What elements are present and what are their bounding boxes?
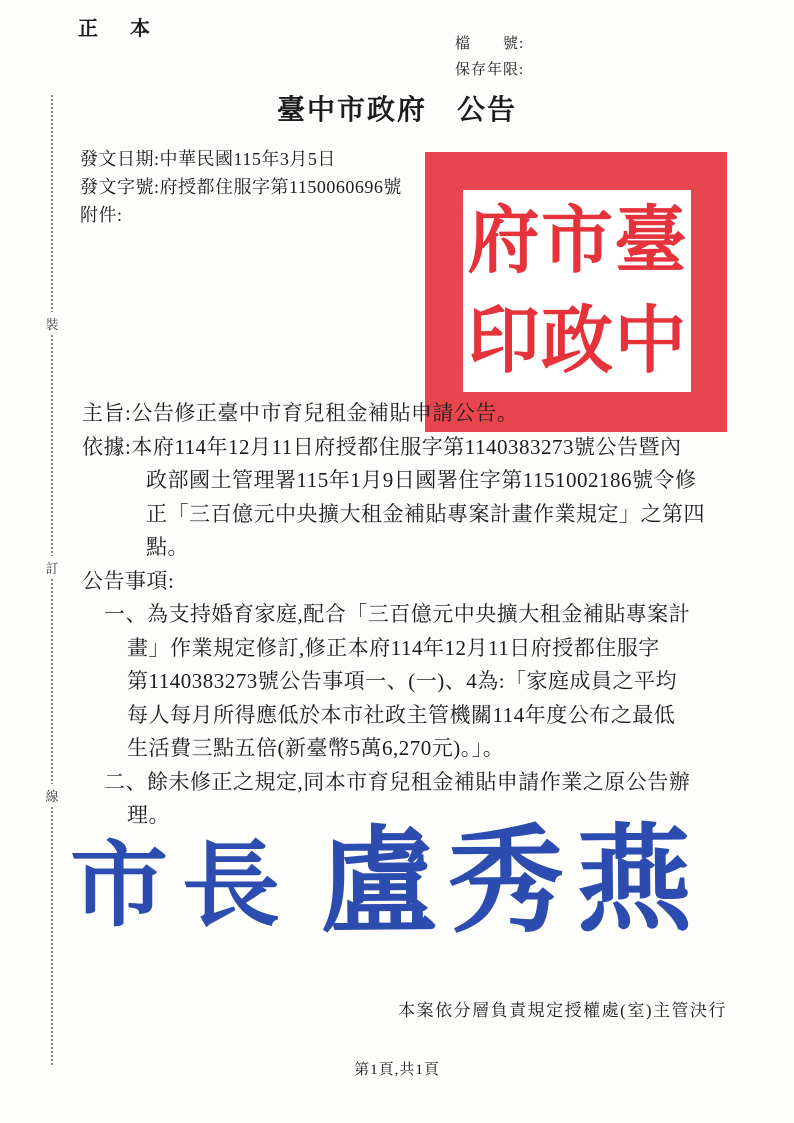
body-line: 理。 (127, 803, 170, 827)
seal-character: 印 (467, 300, 540, 382)
body-line: 正「三百億元中央擴大租金補貼專案計畫作業規定」之第四 (146, 501, 705, 526)
seal-character: 府 (467, 200, 540, 282)
body-line: 一、為支持婚育家庭,配合「三百億元中央擴大租金補貼專案計 (104, 602, 691, 626)
seal-character: 市 (540, 200, 613, 282)
seal-character: 臺 (614, 200, 687, 282)
seal-column (614, 192, 687, 390)
body-line: 依據:本府114年12月11日府授都住服字第1140383273號公告暨內 (82, 434, 682, 459)
issue-date-line: 發文日期:中華民國115年3月5日 (80, 149, 336, 169)
document-title: 臺中市政府 公告 (276, 95, 517, 126)
attachment-line: 附件: (80, 205, 123, 225)
announcement-body (0, 397, 794, 833)
official-seal (425, 152, 727, 432)
body-line: 公告事項: (82, 568, 175, 593)
seal-character: 政 (540, 300, 613, 382)
body-line: 主旨:公告修正臺中市育兒租金補貼申請公告。 (82, 401, 519, 425)
filing-block (455, 31, 524, 83)
body-line: 生活費三點五倍(新臺幣5萬6,270元)。」。 (127, 736, 505, 760)
seal-column (540, 192, 613, 390)
binding-mark: 裝 (44, 312, 60, 335)
body-line: 點。 (146, 535, 189, 559)
mayor-name: 盧秀燕 (319, 817, 705, 949)
body-line: 政部國土管理署115年1月9日國署住字第1151002186號令修 (146, 468, 697, 492)
page-number: 第1頁,共1頁 (354, 1062, 440, 1078)
binding-mark: 訂 (44, 556, 60, 579)
seal-character: 中 (614, 300, 687, 382)
doc-number-line: 發文字號:府授都住服字第1150060696號 (80, 177, 402, 197)
retention-period-label: 保存年限: (455, 62, 525, 78)
seal-column (467, 192, 540, 390)
binding-mark: 線 (44, 784, 60, 807)
authority-note: 本案依分層負責規定授權處(室)主管決行 (398, 1001, 727, 1020)
mayor-signature (70, 812, 704, 962)
mayor-title: 市長 (70, 835, 295, 939)
official-seal-inner (463, 190, 691, 392)
copy-label: 正 本 (78, 18, 156, 40)
file-number-label: 檔 號: (455, 36, 525, 52)
body-line: 第1140383273號公告事項一、(一)、4為:「家庭成員之平均 (127, 669, 678, 693)
body-line: 每人每月所得應低於本市社政主管機關114年度公布之最低 (127, 702, 676, 727)
meta-block (80, 145, 402, 229)
body-line: 二、餘未修正之規定,同本市育兒租金補貼申請作業之原公告辦 (104, 769, 691, 794)
body-line: 畫」作業規定修訂,修正本府114年12月11日府授都住服字 (127, 635, 660, 660)
